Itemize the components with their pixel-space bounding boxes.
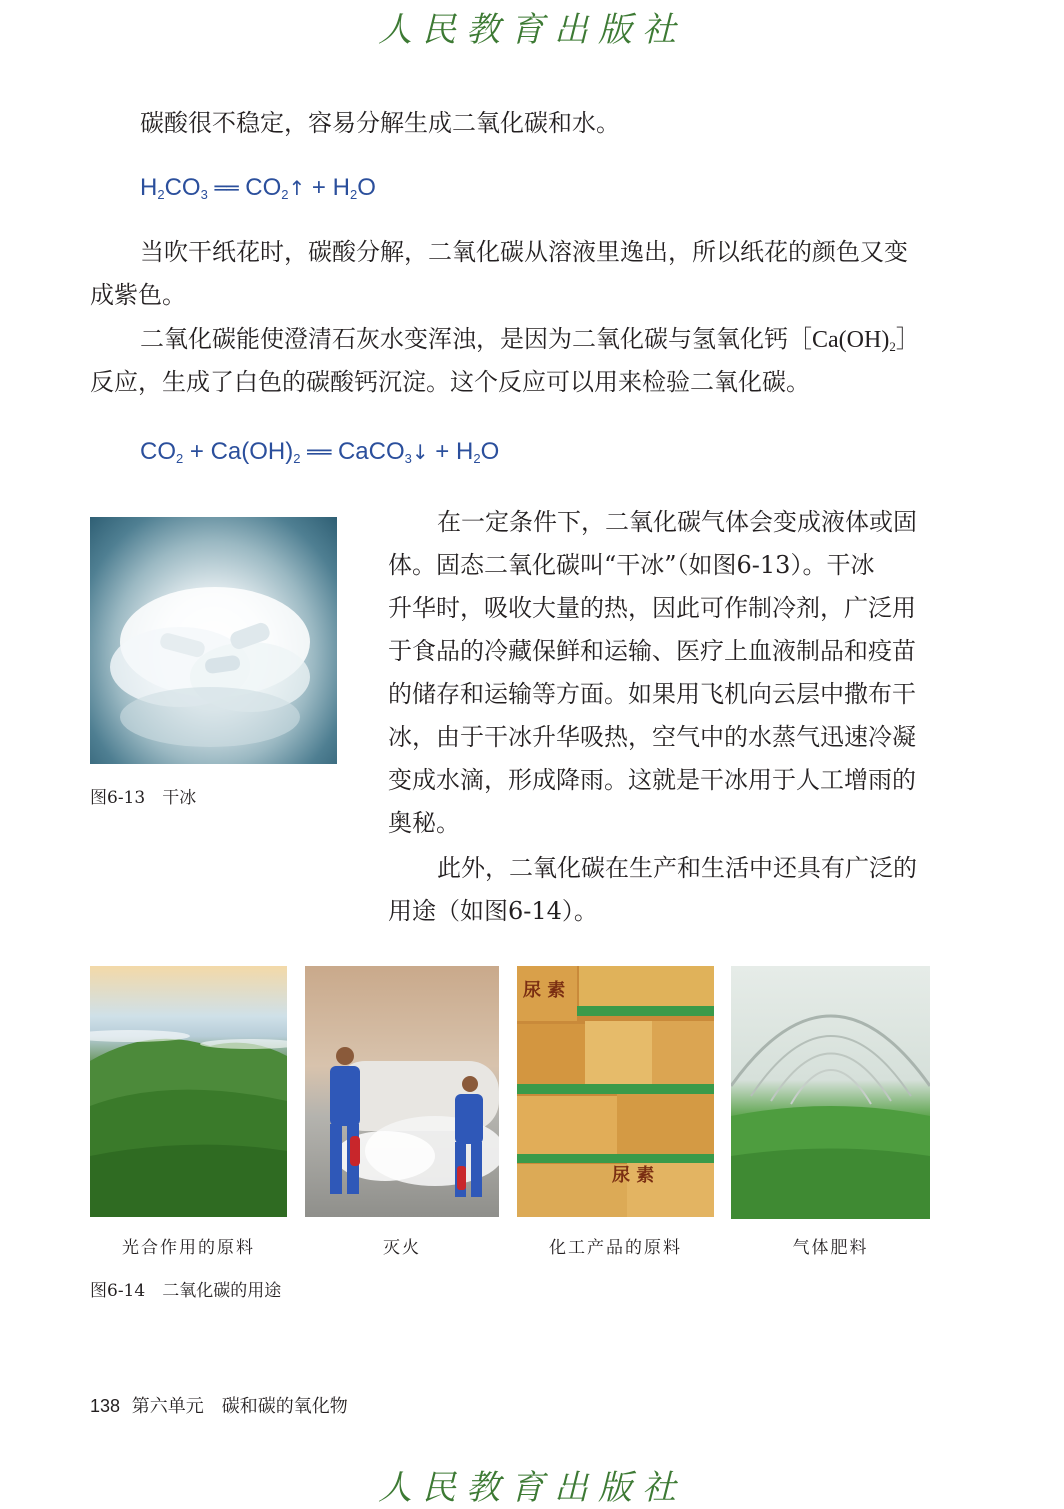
eq2-sub: 2 [293, 451, 301, 466]
eq2-term: Ca(OH) [210, 438, 294, 465]
paragraph-1: 碳酸很不稳定，容易分解生成二氧化碳和水。 [140, 109, 620, 137]
eq1-term: H [332, 174, 350, 201]
paragraph-5-line2: 用途（如图6-14）。 [388, 897, 598, 925]
p3-text: 二氧化碳能使澄清石灰水变浑浊，是因为二氧化碳与氢氧化钙 [140, 325, 788, 353]
p4-line: 体。固态二氧化碳叫“干冰”（如图6-13）。干冰 [388, 551, 875, 579]
forest-photo [90, 966, 287, 1217]
unit-title: 第六单元 碳和碳的氧化物 [131, 1396, 348, 1417]
p4-line: 升华时，吸收大量的热，因此可作制冷剂，广泛用 [388, 594, 916, 622]
figure-6-14-caption: 图6-14 二氧化碳的用途 [90, 1281, 282, 1301]
firefighters-illustration [305, 966, 499, 1217]
eq1-plus: + [311, 174, 326, 201]
dry-ice-photo [90, 517, 337, 764]
eq2-plus: + [189, 438, 204, 465]
eq2-term: H [455, 438, 474, 465]
dry-ice-illustration [90, 517, 337, 764]
paragraph-4 [388, 501, 938, 845]
p4-line: 的储存和运输等方面。如果用飞机向云层中撒布干 [388, 680, 916, 708]
publisher-logo: 人民教育出版社 [378, 10, 686, 50]
gas-arrow: ↑ [288, 176, 306, 200]
eq2-sub: 2 [176, 451, 184, 466]
eq1-sub: 2 [349, 187, 358, 202]
paragraph-2-line2: 成紫色。 [90, 281, 186, 309]
eq1-sub: 3 [200, 187, 208, 202]
subcaption-fire-extinguishing: 灭火 [383, 1238, 421, 1258]
p4-line: 在一定条件下，二氧化碳气体会变成液体或固 [437, 508, 917, 536]
bag-label: 尿 素 [612, 1165, 655, 1186]
publisher-logo-bottom: 人民教育出版社 [378, 1468, 686, 1508]
p3-bracket: ］ [895, 327, 920, 353]
subcaption-photosynthesis: 光合作用的原料 [122, 1238, 255, 1258]
page-number: 138 [90, 1396, 121, 1416]
eq1-sub: 2 [281, 187, 289, 202]
greenhouse-photo [731, 966, 930, 1219]
eq2-plus: + [435, 438, 450, 465]
p3-formula-sub: 2 [889, 339, 896, 354]
eq2-term: CaCO [337, 438, 405, 465]
eq2-equals: ══ [307, 440, 332, 464]
eq1-term: CO [164, 174, 201, 201]
urea-bags-photo [517, 966, 714, 1217]
p4-line: 变成水滴，形成降雨。这就是干冰用于人工增雨的 [388, 766, 916, 794]
eq2-term: CO [140, 438, 176, 465]
eq1-term: CO [245, 174, 282, 201]
eq1-equals: ══ [214, 176, 239, 200]
eq2-sub: 2 [473, 451, 481, 466]
paragraph-5-line1: 此外，二氧化碳在生产和生活中还具有广泛的 [437, 854, 917, 882]
forest-illustration [90, 966, 287, 1217]
bag-label: 尿 素 [523, 980, 566, 1001]
eq2-term: O [480, 438, 500, 465]
page-footer [90, 1392, 348, 1418]
paragraph-3-line2: 反应，生成了白色的碳酸钙沉淀。这个反应可以用来检验二氧化碳。 [90, 368, 810, 396]
eq1-sub: 2 [157, 187, 165, 202]
p4-line: 冰，由于干冰升华吸热，空气中的水蒸气迅速冷凝 [388, 723, 916, 751]
precipitate-arrow: ↓ [411, 440, 429, 464]
p4-line: 奥秘。 [388, 809, 460, 837]
p3-formula: ［Ca(OH) [788, 327, 890, 353]
p4-line: 于食品的冷藏保鲜和运输、医疗上血液制品和疫苗 [388, 637, 916, 665]
equation-2 [140, 436, 499, 475]
subcaption-gas-fertilizer: 气体肥料 [792, 1238, 869, 1258]
subcaption-chemical-raw-material: 化工产品的原料 [549, 1238, 682, 1258]
eq1-term: O [357, 174, 376, 201]
eq1-term: H [140, 174, 158, 201]
firefighters-photo [305, 966, 499, 1217]
greenhouse-illustration [731, 966, 930, 1219]
equation-1 [140, 172, 376, 211]
paragraph-2-line1: 当吹干纸花时，碳酸分解，二氧化碳从溶液里逸出，所以纸花的颜色又变 [140, 238, 908, 266]
figure-6-13-caption: 图6-13 干冰 [90, 788, 197, 808]
eq2-sub: 3 [404, 451, 412, 466]
